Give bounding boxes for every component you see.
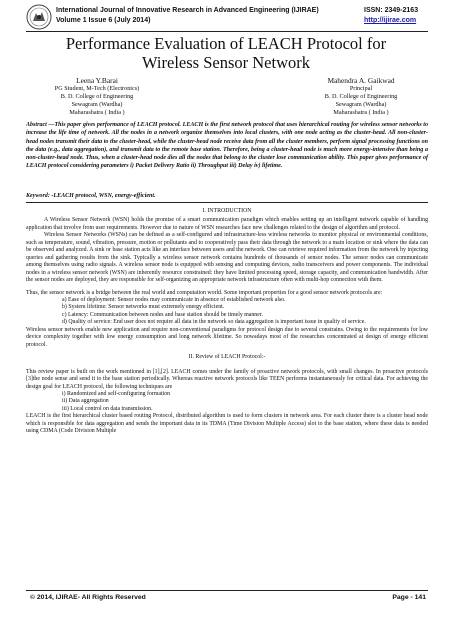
author-name: Mahendra A. Gaikwad bbox=[327, 76, 395, 85]
list-item: i) Randomized and self-configuring formation bbox=[62, 390, 171, 397]
author-affiliation-line: Maharashatra ( India ) bbox=[333, 109, 389, 116]
list-item: a) Ease of deployment: Sensor nodes may communicate in absence of established network also. bbox=[62, 296, 286, 303]
list-item: iii) Local control on data transmission. bbox=[62, 405, 153, 412]
list-item: ii) Data aggregation bbox=[62, 398, 109, 405]
paragraph: Thus, the sensor network is a bridge between the real world and computation world. Some important properties for a good sensor network protocols are: bbox=[26, 289, 383, 296]
section-heading: II. Review of LEACH Protocol:- bbox=[188, 354, 266, 361]
abstract-divider bbox=[26, 202, 428, 203]
author-affiliation-line: B. D. College of Engineering bbox=[324, 93, 398, 100]
author-affiliation-line: Sewagram (Wardha) bbox=[335, 101, 387, 108]
journal-url[interactable]: http://ijirae.com bbox=[364, 17, 417, 24]
ijirae-logo-icon bbox=[26, 4, 52, 30]
journal-volume: Volume 1 Issue 6 (July 2014) bbox=[56, 17, 151, 24]
author-affiliation-line: Principal bbox=[349, 85, 373, 92]
footer-copyright: © 2014, IJIRAE- All Rights Reserved bbox=[30, 594, 146, 601]
section-heading: I. INTRODUCTION bbox=[202, 208, 252, 214]
paper-title: Performance Evaluation of LEACH Protocol for Wireless Sensor Network bbox=[65, 34, 387, 72]
author-affiliation-line: Sewagram (Wardha) bbox=[71, 101, 123, 108]
issn-block bbox=[364, 6, 428, 26]
issn-number: ISSN: 2349-2163 bbox=[364, 7, 419, 14]
list-item: c) Latency: Communication between nodes and base station should be timely manner. bbox=[62, 311, 263, 318]
list-item: b) System lifetime: Sensor networks must extremely energy efficient. bbox=[62, 304, 225, 311]
paragraph: This review paper is built on the work mentioned in [1],[2]. LEACH comes under the family of proactive network protocols, with small changes. In proactive protocols [3]the node sense and send it to the base station periodically. Whereas reactive network protocols like TEEN performs instantaneously for critical data. For achieving the design goal for LEACH protocol, the following techniques are bbox=[26, 368, 428, 390]
author-name: Leena Y.Barai bbox=[76, 76, 118, 85]
footer-page-number: Page - 141 bbox=[392, 594, 426, 601]
author-affiliation-line: B. D. College of Engineering bbox=[60, 93, 134, 100]
footer-divider bbox=[26, 590, 428, 591]
author-affiliation-line: PG Student, M-Tech (Electronics) bbox=[54, 85, 140, 92]
keywords: Keyword: -LEACH protocol, WSN, energy-efficient. bbox=[26, 193, 156, 199]
paragraph: Wireless sensor network enable new application and require non-conventional paradigms for protocol design due to several constrains. Owing to the requirements for low device complexity together with low energy consumption and long network lifetime. So nowadays most of the researches concentrated at design of energy efficient protocol. bbox=[26, 326, 428, 348]
paragraph: Wireless Sensor Networks (WSNs) can be defined as a self-configured and infrastructure-less wireless networks to monitor physical or environmental conditions, such as temperature, sound, vibration, pressure, motion or pollutants and to cooperatively pass their data through the network to a main location or sink where the data can be observed and analyzed. A sink or base station acts like an interface between users and the network. One can retrieve required information from the network by injecting queries and gathering results from the sink. Typically a wireless sensor network contains hundreds of thousands of sensor nodes. The sensor nodes can communicate among themselves using radio signals. A wireless sensor node is equipped with sensing and computing devices, radio transceivers and power components. The individual nodes in a wireless sensor network (WSN) are inherently resource constrained: they have limited processing speed, storage capacity, and communication bandwidth. After the sensor nodes are deployed, they are responsible for self-organizing an appropriate network infrastructure often with multi-hop connection with them. bbox=[26, 232, 428, 284]
paper-body bbox=[26, 208, 428, 436]
paragraph: A Wireless Sensor Network (WSN) holds the promise of a smart communication paradigm which enables setting up an intelligent network capable of handling application that involve from user requirements. However due to nature of WSN researches face new challenges related to the design of algorithm and protocol. bbox=[26, 217, 428, 231]
journal-info bbox=[56, 6, 319, 26]
author-2 bbox=[286, 76, 436, 117]
author-affiliation-line: Maharashatra ( India ) bbox=[69, 109, 125, 116]
journal-title: International Journal of Innovative Research in Advanced Engineering (IJIRAE) bbox=[56, 7, 319, 14]
page-header bbox=[26, 4, 428, 30]
abstract: Abstract —This paper gives performance of LEACH protocol. LEACH is the first network protocol that uses hierarchical routing for wireless sensor networks to increase the life time of network. All the nodes in a network organize themselves into local clusters, with one node acting as the cluster-head. All non-cluster-head nodes transmit their data to the cluster-head, while the cluster-head node receive data from all the cluster members, perform signal processing functions on the data (e.g., data aggregation), and transmit data to the remote base station. Therefore, being a cluster-head node is much more energy-intensive than being a non-cluster-head node. Thus, when a cluster-head node dies all the nodes that belong to the cluster lose communication ability. This paper gives performance of LEACH protocol considering parameters i) Packet Delivery Ratio ii) Throughput iii) Delay iv) lifetime. bbox=[26, 122, 428, 170]
header-divider bbox=[26, 31, 428, 32]
author-1 bbox=[22, 76, 172, 117]
list-item: d) Quality of service: End user does not require all data in the network so data aggregation is important issue in quality of service. bbox=[62, 319, 366, 326]
paragraph: LEACH is the first hierarchical cluster based routing Protocol, distributed algorithm is used to form clusters in network area. For each cluster there is a cluster head node which is responsible for data aggregation and sends the important data in its TDMA (Time Division Multiple Access) slot to the base station, where these data is needed using CDMA (Code Division Multiple bbox=[26, 413, 428, 435]
